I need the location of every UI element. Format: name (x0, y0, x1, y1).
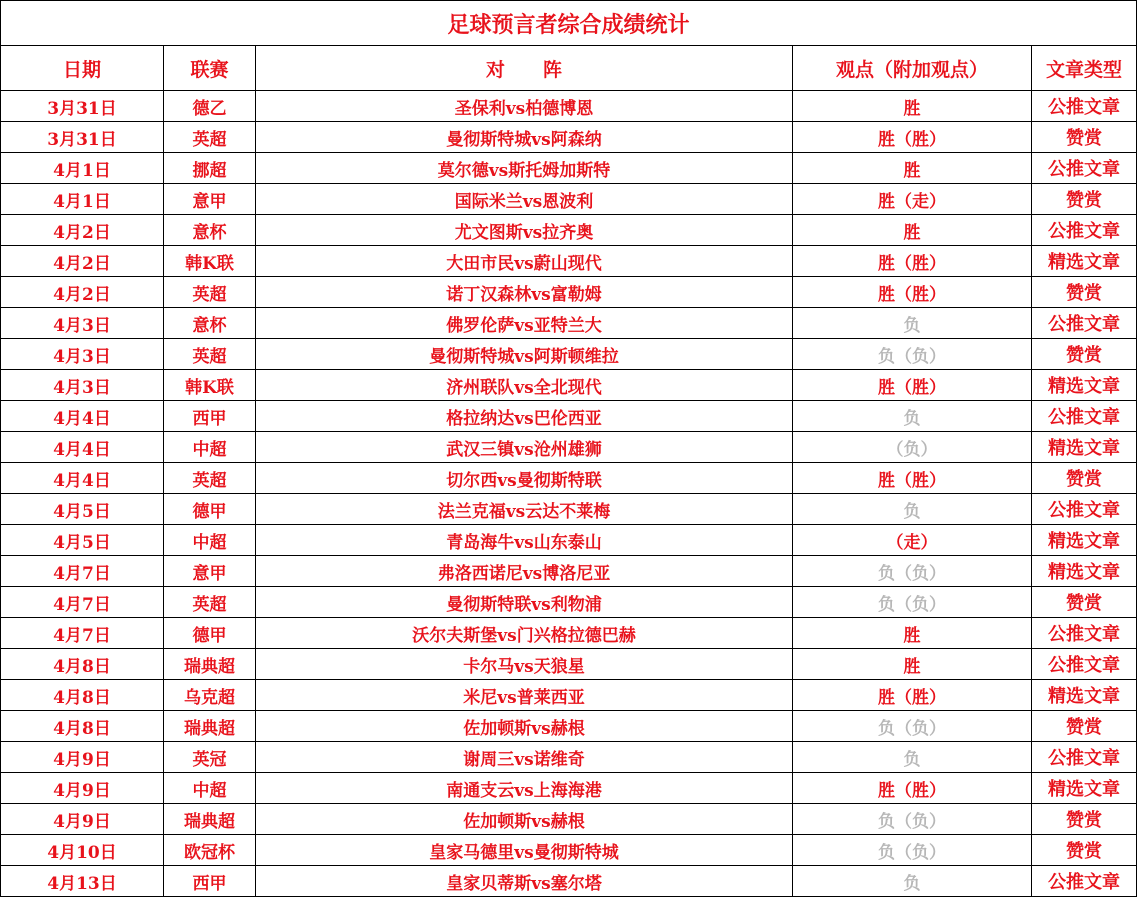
table-row (1, 618, 1137, 649)
table-row (1, 339, 1137, 370)
cell-league: 英冠 (164, 742, 256, 773)
header-pick: 观点（附加观点） (793, 46, 1032, 91)
cell-match: 武汉三镇vs沧州雄狮 (256, 432, 793, 463)
cell-date: 4月1日 (1, 153, 164, 184)
table-row (1, 91, 1137, 122)
cell-league: 英超 (164, 587, 256, 618)
cell-league: 乌克超 (164, 680, 256, 711)
cell-league: 韩K联 (164, 246, 256, 277)
cell-date: 4月7日 (1, 556, 164, 587)
cell-date: 4月9日 (1, 742, 164, 773)
cell-match: 沃尔夫斯堡vs门兴格拉德巴赫 (256, 618, 793, 649)
header-league: 联赛 (164, 46, 256, 91)
cell-league: 瑞典超 (164, 711, 256, 742)
cell-league: 意杯 (164, 215, 256, 246)
cell-date: 4月2日 (1, 215, 164, 246)
cell-pick: 负（负） (793, 339, 1032, 370)
cell-date: 4月9日 (1, 804, 164, 835)
cell-type: 精选文章 (1032, 370, 1137, 401)
cell-match: 皇家贝蒂斯vs塞尔塔 (256, 866, 793, 897)
table-row (1, 804, 1137, 835)
cell-type: 赞赏 (1032, 184, 1137, 215)
cell-type: 精选文章 (1032, 556, 1137, 587)
cell-pick: 胜 (793, 215, 1032, 246)
cell-pick: 胜（胜） (793, 122, 1032, 153)
cell-league: 德甲 (164, 494, 256, 525)
cell-league: 英超 (164, 277, 256, 308)
cell-match: 南通支云vs上海海港 (256, 773, 793, 804)
table-row (1, 525, 1137, 556)
cell-league: 瑞典超 (164, 649, 256, 680)
cell-match: 济州联队vs全北现代 (256, 370, 793, 401)
cell-league: 德甲 (164, 618, 256, 649)
table-row (1, 122, 1137, 153)
cell-pick: 胜（胜） (793, 246, 1032, 277)
cell-type: 赞赏 (1032, 804, 1137, 835)
cell-type: 公推文章 (1032, 742, 1137, 773)
cell-pick: 负 (793, 742, 1032, 773)
header-type: 文章类型 (1032, 46, 1137, 91)
cell-pick: 负（负） (793, 711, 1032, 742)
cell-match: 曼彻斯特联vs利物浦 (256, 587, 793, 618)
cell-date: 4月4日 (1, 401, 164, 432)
cell-league: 挪超 (164, 153, 256, 184)
cell-type: 精选文章 (1032, 246, 1137, 277)
table-row (1, 773, 1137, 804)
cell-league: 中超 (164, 525, 256, 556)
cell-match: 曼彻斯特城vs阿森纳 (256, 122, 793, 153)
cell-match: 国际米兰vs恩波利 (256, 184, 793, 215)
cell-type: 赞赏 (1032, 835, 1137, 866)
cell-league: 意甲 (164, 556, 256, 587)
table-body (1, 91, 1137, 897)
cell-pick: 胜（胜） (793, 773, 1032, 804)
cell-match: 大田市民vs蔚山现代 (256, 246, 793, 277)
cell-league: 西甲 (164, 401, 256, 432)
cell-pick: 负 (793, 494, 1032, 525)
cell-type: 赞赏 (1032, 277, 1137, 308)
cell-match: 法兰克福vs云达不莱梅 (256, 494, 793, 525)
cell-league: 中超 (164, 773, 256, 804)
cell-league: 韩K联 (164, 370, 256, 401)
cell-pick: 胜 (793, 153, 1032, 184)
cell-match: 圣保利vs柏德博恩 (256, 91, 793, 122)
cell-type: 公推文章 (1032, 401, 1137, 432)
table-row (1, 556, 1137, 587)
cell-league: 英超 (164, 463, 256, 494)
cell-pick: 胜 (793, 91, 1032, 122)
cell-type: 公推文章 (1032, 91, 1137, 122)
cell-date: 4月1日 (1, 184, 164, 215)
table-row (1, 277, 1137, 308)
cell-match: 佐加顿斯vs赫根 (256, 711, 793, 742)
cell-match: 格拉纳达vs巴伦西亚 (256, 401, 793, 432)
cell-date: 4月3日 (1, 308, 164, 339)
cell-league: 瑞典超 (164, 804, 256, 835)
table-row (1, 711, 1137, 742)
cell-date: 4月4日 (1, 463, 164, 494)
cell-pick: 胜（胜） (793, 680, 1032, 711)
cell-league: 英超 (164, 339, 256, 370)
cell-type: 赞赏 (1032, 122, 1137, 153)
cell-league: 西甲 (164, 866, 256, 897)
cell-pick: 胜 (793, 618, 1032, 649)
cell-pick: 负 (793, 866, 1032, 897)
cell-pick: 负（负） (793, 835, 1032, 866)
header-match: 对 阵 (256, 46, 793, 91)
cell-date: 4月8日 (1, 649, 164, 680)
cell-date: 4月9日 (1, 773, 164, 804)
cell-pick: （负） (793, 432, 1032, 463)
cell-match: 莫尔德vs斯托姆加斯特 (256, 153, 793, 184)
cell-match: 切尔西vs曼彻斯特联 (256, 463, 793, 494)
cell-date: 4月7日 (1, 618, 164, 649)
cell-type: 公推文章 (1032, 153, 1137, 184)
table-title: 足球预言者综合成绩统计 (1, 1, 1137, 46)
cell-pick: 胜（胜） (793, 277, 1032, 308)
cell-pick: 胜（胜） (793, 463, 1032, 494)
cell-type: 公推文章 (1032, 215, 1137, 246)
cell-match: 佛罗伦萨vs亚特兰大 (256, 308, 793, 339)
cell-pick: 负（负） (793, 804, 1032, 835)
cell-match: 卡尔马vs天狼星 (256, 649, 793, 680)
cell-date: 4月3日 (1, 339, 164, 370)
cell-pick: 胜（走） (793, 184, 1032, 215)
table-row (1, 432, 1137, 463)
cell-date: 4月3日 (1, 370, 164, 401)
table-row (1, 680, 1137, 711)
cell-match: 青岛海牛vs山东泰山 (256, 525, 793, 556)
cell-match: 米尼vs普莱西亚 (256, 680, 793, 711)
table-row (1, 463, 1137, 494)
cell-match: 尤文图斯vs拉齐奥 (256, 215, 793, 246)
cell-date: 4月5日 (1, 525, 164, 556)
cell-type: 赞赏 (1032, 711, 1137, 742)
cell-date: 4月4日 (1, 432, 164, 463)
cell-date: 3月31日 (1, 122, 164, 153)
table-row (1, 370, 1137, 401)
table-row (1, 246, 1137, 277)
cell-pick: 负（负） (793, 587, 1032, 618)
cell-date: 4月8日 (1, 711, 164, 742)
cell-date: 4月10日 (1, 835, 164, 866)
cell-type: 公推文章 (1032, 649, 1137, 680)
cell-type: 精选文章 (1032, 680, 1137, 711)
cell-type: 精选文章 (1032, 773, 1137, 804)
cell-pick: 负（负） (793, 556, 1032, 587)
cell-pick: （走） (793, 525, 1032, 556)
cell-type: 赞赏 (1032, 463, 1137, 494)
cell-date: 4月2日 (1, 246, 164, 277)
header-date: 日期 (1, 46, 164, 91)
cell-match: 佐加顿斯vs赫根 (256, 804, 793, 835)
cell-league: 欧冠杯 (164, 835, 256, 866)
cell-match: 皇家马德里vs曼彻斯特城 (256, 835, 793, 866)
header-row (1, 46, 1137, 91)
table-row (1, 866, 1137, 897)
table-row (1, 587, 1137, 618)
cell-type: 公推文章 (1032, 618, 1137, 649)
cell-date: 4月5日 (1, 494, 164, 525)
cell-league: 德乙 (164, 91, 256, 122)
cell-date: 4月8日 (1, 680, 164, 711)
cell-type: 赞赏 (1032, 587, 1137, 618)
table-row (1, 184, 1137, 215)
cell-pick: 负 (793, 308, 1032, 339)
cell-type: 赞赏 (1032, 339, 1137, 370)
cell-date: 4月7日 (1, 587, 164, 618)
cell-league: 中超 (164, 432, 256, 463)
table-row (1, 494, 1137, 525)
cell-pick: 负 (793, 401, 1032, 432)
table-row (1, 401, 1137, 432)
cell-type: 公推文章 (1032, 494, 1137, 525)
cell-match: 谢周三vs诺维奇 (256, 742, 793, 773)
cell-league: 意甲 (164, 184, 256, 215)
cell-match: 诺丁汉森林vs富勒姆 (256, 277, 793, 308)
table-row (1, 649, 1137, 680)
table-row (1, 215, 1137, 246)
cell-type: 精选文章 (1032, 432, 1137, 463)
cell-type: 精选文章 (1032, 525, 1137, 556)
cell-league: 英超 (164, 122, 256, 153)
table-row (1, 153, 1137, 184)
cell-pick: 胜 (793, 649, 1032, 680)
cell-match: 曼彻斯特城vs阿斯顿维拉 (256, 339, 793, 370)
table-row (1, 308, 1137, 339)
cell-type: 公推文章 (1032, 308, 1137, 339)
cell-match: 弗洛西诺尼vs博洛尼亚 (256, 556, 793, 587)
cell-league: 意杯 (164, 308, 256, 339)
cell-date: 3月31日 (1, 91, 164, 122)
table-row (1, 835, 1137, 866)
cell-type: 公推文章 (1032, 866, 1137, 897)
cell-pick: 胜（胜） (793, 370, 1032, 401)
table-row (1, 742, 1137, 773)
cell-date: 4月2日 (1, 277, 164, 308)
cell-date: 4月13日 (1, 866, 164, 897)
